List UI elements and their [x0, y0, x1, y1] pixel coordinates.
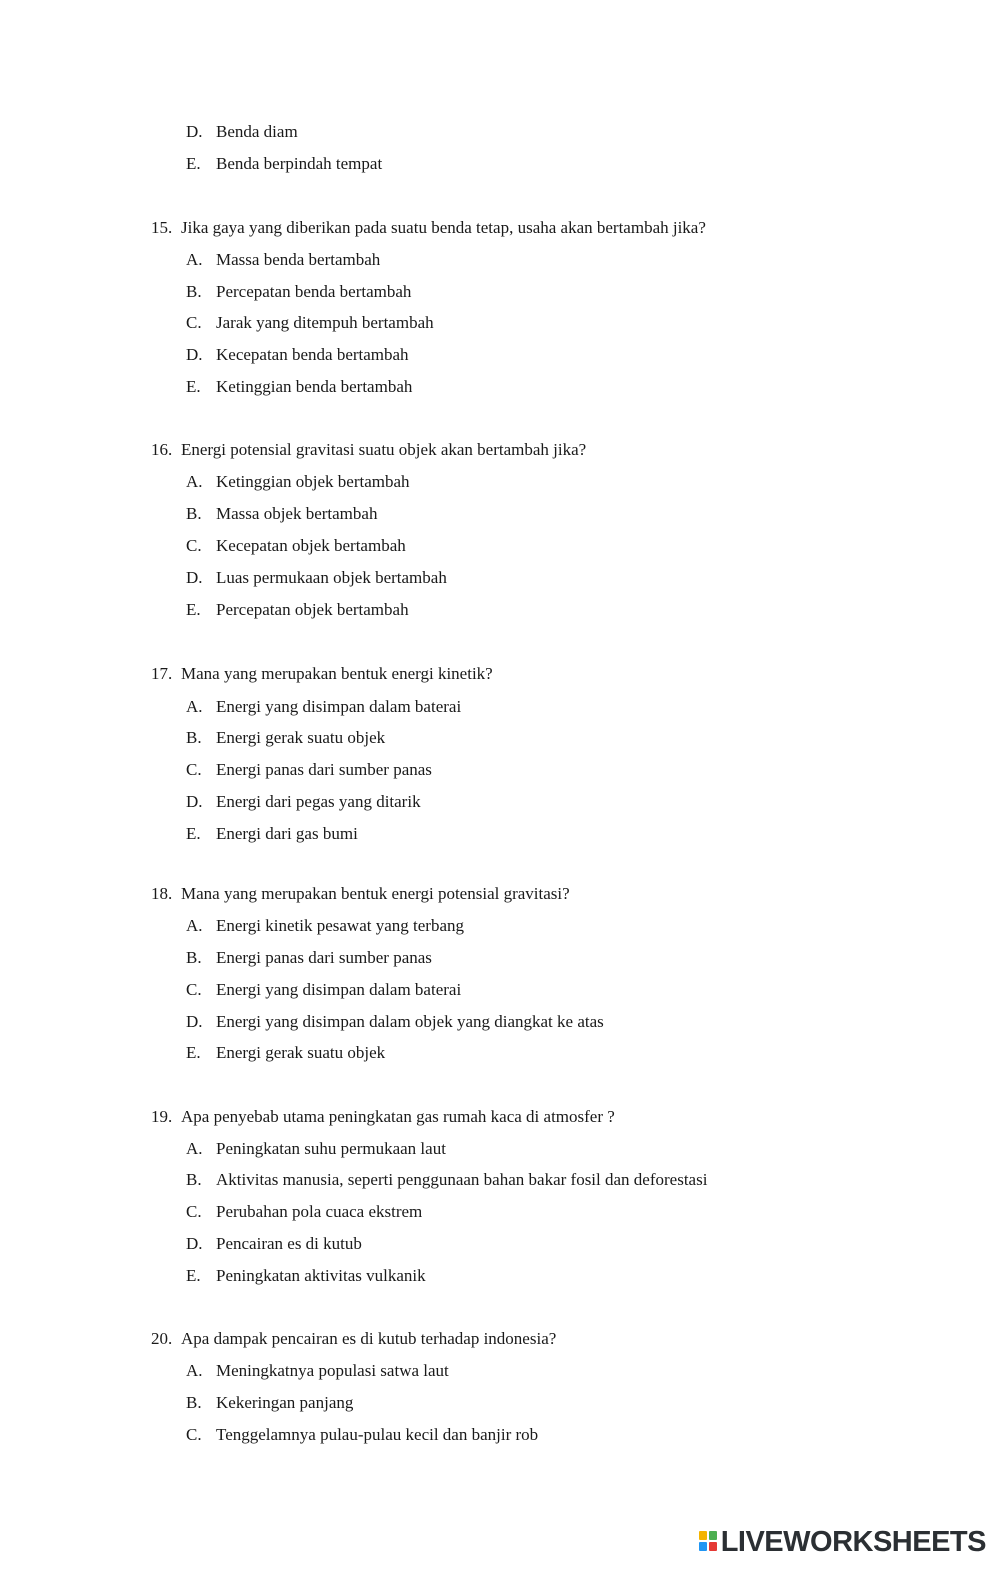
option-text: Pencairan es di kutub	[216, 1234, 362, 1253]
option-text: Kecepatan objek bertambah	[216, 536, 406, 555]
option-text: Energi gerak suatu objek	[216, 1043, 386, 1062]
option-letter: E.	[186, 1266, 201, 1285]
option-text: Kekeringan panjang	[216, 1393, 354, 1412]
option-text: Benda berpindah tempat	[216, 154, 383, 173]
option-letter: D.	[186, 345, 203, 364]
option-text: Percepatan objek bertambah	[216, 600, 409, 619]
option-text: Tenggelamnya pulau-pulau kecil dan banjir rob	[216, 1425, 539, 1444]
option-text: Energi dari pegas yang ditarik	[216, 792, 421, 811]
option-text: Peningkatan suhu permukaan laut	[216, 1139, 446, 1158]
option-text: Energi kinetik pesawat yang terbang	[216, 916, 464, 935]
option-letter: E.	[186, 1043, 201, 1062]
option-letter: C.	[186, 1425, 202, 1444]
option-letter: B.	[186, 504, 202, 523]
option-text: Percepatan benda bertambah	[216, 282, 412, 301]
option-letter: D.	[186, 1012, 203, 1031]
question-text: Jika gaya yang diberikan pada suatu benda tetap, usaha akan bertambah jika?	[181, 218, 706, 237]
option-letter: D.	[186, 122, 203, 141]
question-number: 15.	[151, 218, 173, 237]
option-text: Energi yang disimpan dalam baterai	[216, 980, 462, 999]
option-text: Ketinggian benda bertambah	[216, 377, 413, 396]
option-letter: C.	[186, 760, 202, 779]
option-text: Energi gerak suatu objek	[216, 728, 386, 747]
option-text: Meningkatnya populasi satwa laut	[216, 1361, 449, 1380]
option-letter: A.	[186, 697, 203, 716]
question-number: 17.	[151, 664, 173, 683]
option-text: Kecepatan benda bertambah	[216, 345, 409, 364]
option-letter: B.	[186, 948, 202, 967]
liveworksheets-logo-icon	[699, 1531, 719, 1553]
option-letter: B.	[186, 1170, 202, 1189]
option-letter: C.	[186, 536, 202, 555]
option-letter: D.	[186, 1234, 203, 1253]
option-letter: A.	[186, 250, 203, 269]
option-text: Benda diam	[216, 122, 298, 141]
option-text: Peningkatan aktivitas vulkanik	[216, 1266, 426, 1285]
option-text: Ketinggian objek bertambah	[216, 472, 410, 491]
option-letter: B.	[186, 728, 202, 747]
liveworksheets-watermark	[699, 1524, 986, 1560]
question-number: 16.	[151, 440, 173, 459]
option-letter: E.	[186, 154, 201, 173]
question-number: 19.	[151, 1107, 173, 1126]
option-letter: E.	[186, 600, 201, 619]
question-text: Energi potensial gravitasi suatu objek akan bertambah jika?	[181, 440, 587, 459]
option-text: Massa benda bertambah	[216, 250, 381, 269]
option-letter: E.	[186, 824, 201, 843]
option-text: Energi panas dari sumber panas	[216, 948, 432, 967]
option-text: Luas permukaan objek bertambah	[216, 568, 447, 587]
option-text: Jarak yang ditempuh bertambah	[216, 313, 434, 332]
question-text: Mana yang merupakan bentuk energi kinetik?	[181, 664, 493, 683]
option-text: Energi dari gas bumi	[216, 824, 358, 843]
option-letter: C.	[186, 980, 202, 999]
option-letter: C.	[186, 313, 202, 332]
watermark-text: LIVEWORKSHEETS	[720, 1525, 986, 1558]
option-text: Energi yang disimpan dalam baterai	[216, 697, 462, 716]
option-letter: C.	[186, 1202, 202, 1221]
question-number: 18.	[151, 884, 173, 903]
option-text: Energi yang disimpan dalam objek yang diangkat ke atas	[216, 1012, 604, 1031]
option-letter: A.	[186, 472, 203, 491]
option-letter: D.	[186, 792, 203, 811]
option-letter: D.	[186, 568, 203, 587]
option-text: Aktivitas manusia, seperti penggunaan bahan bakar fosil dan deforestasi	[216, 1170, 708, 1189]
option-text: Perubahan pola cuaca ekstrem	[216, 1202, 423, 1221]
question-text: Mana yang merupakan bentuk energi potensial gravitasi?	[181, 884, 570, 903]
option-letter: A.	[186, 1361, 203, 1380]
option-letter: A.	[186, 1139, 203, 1158]
option-letter: B.	[186, 282, 202, 301]
option-letter: B.	[186, 1393, 202, 1412]
question-text: Apa penyebab utama peningkatan gas rumah kaca di atmosfer ?	[181, 1107, 615, 1126]
question-text: Apa dampak pencairan es di kutub terhadap indonesia?	[181, 1329, 557, 1348]
question-number: 20.	[151, 1329, 173, 1348]
option-text: Energi panas dari sumber panas	[216, 760, 432, 779]
option-text: Massa objek bertambah	[216, 504, 378, 523]
option-letter: A.	[186, 916, 203, 935]
option-letter: E.	[186, 377, 201, 396]
